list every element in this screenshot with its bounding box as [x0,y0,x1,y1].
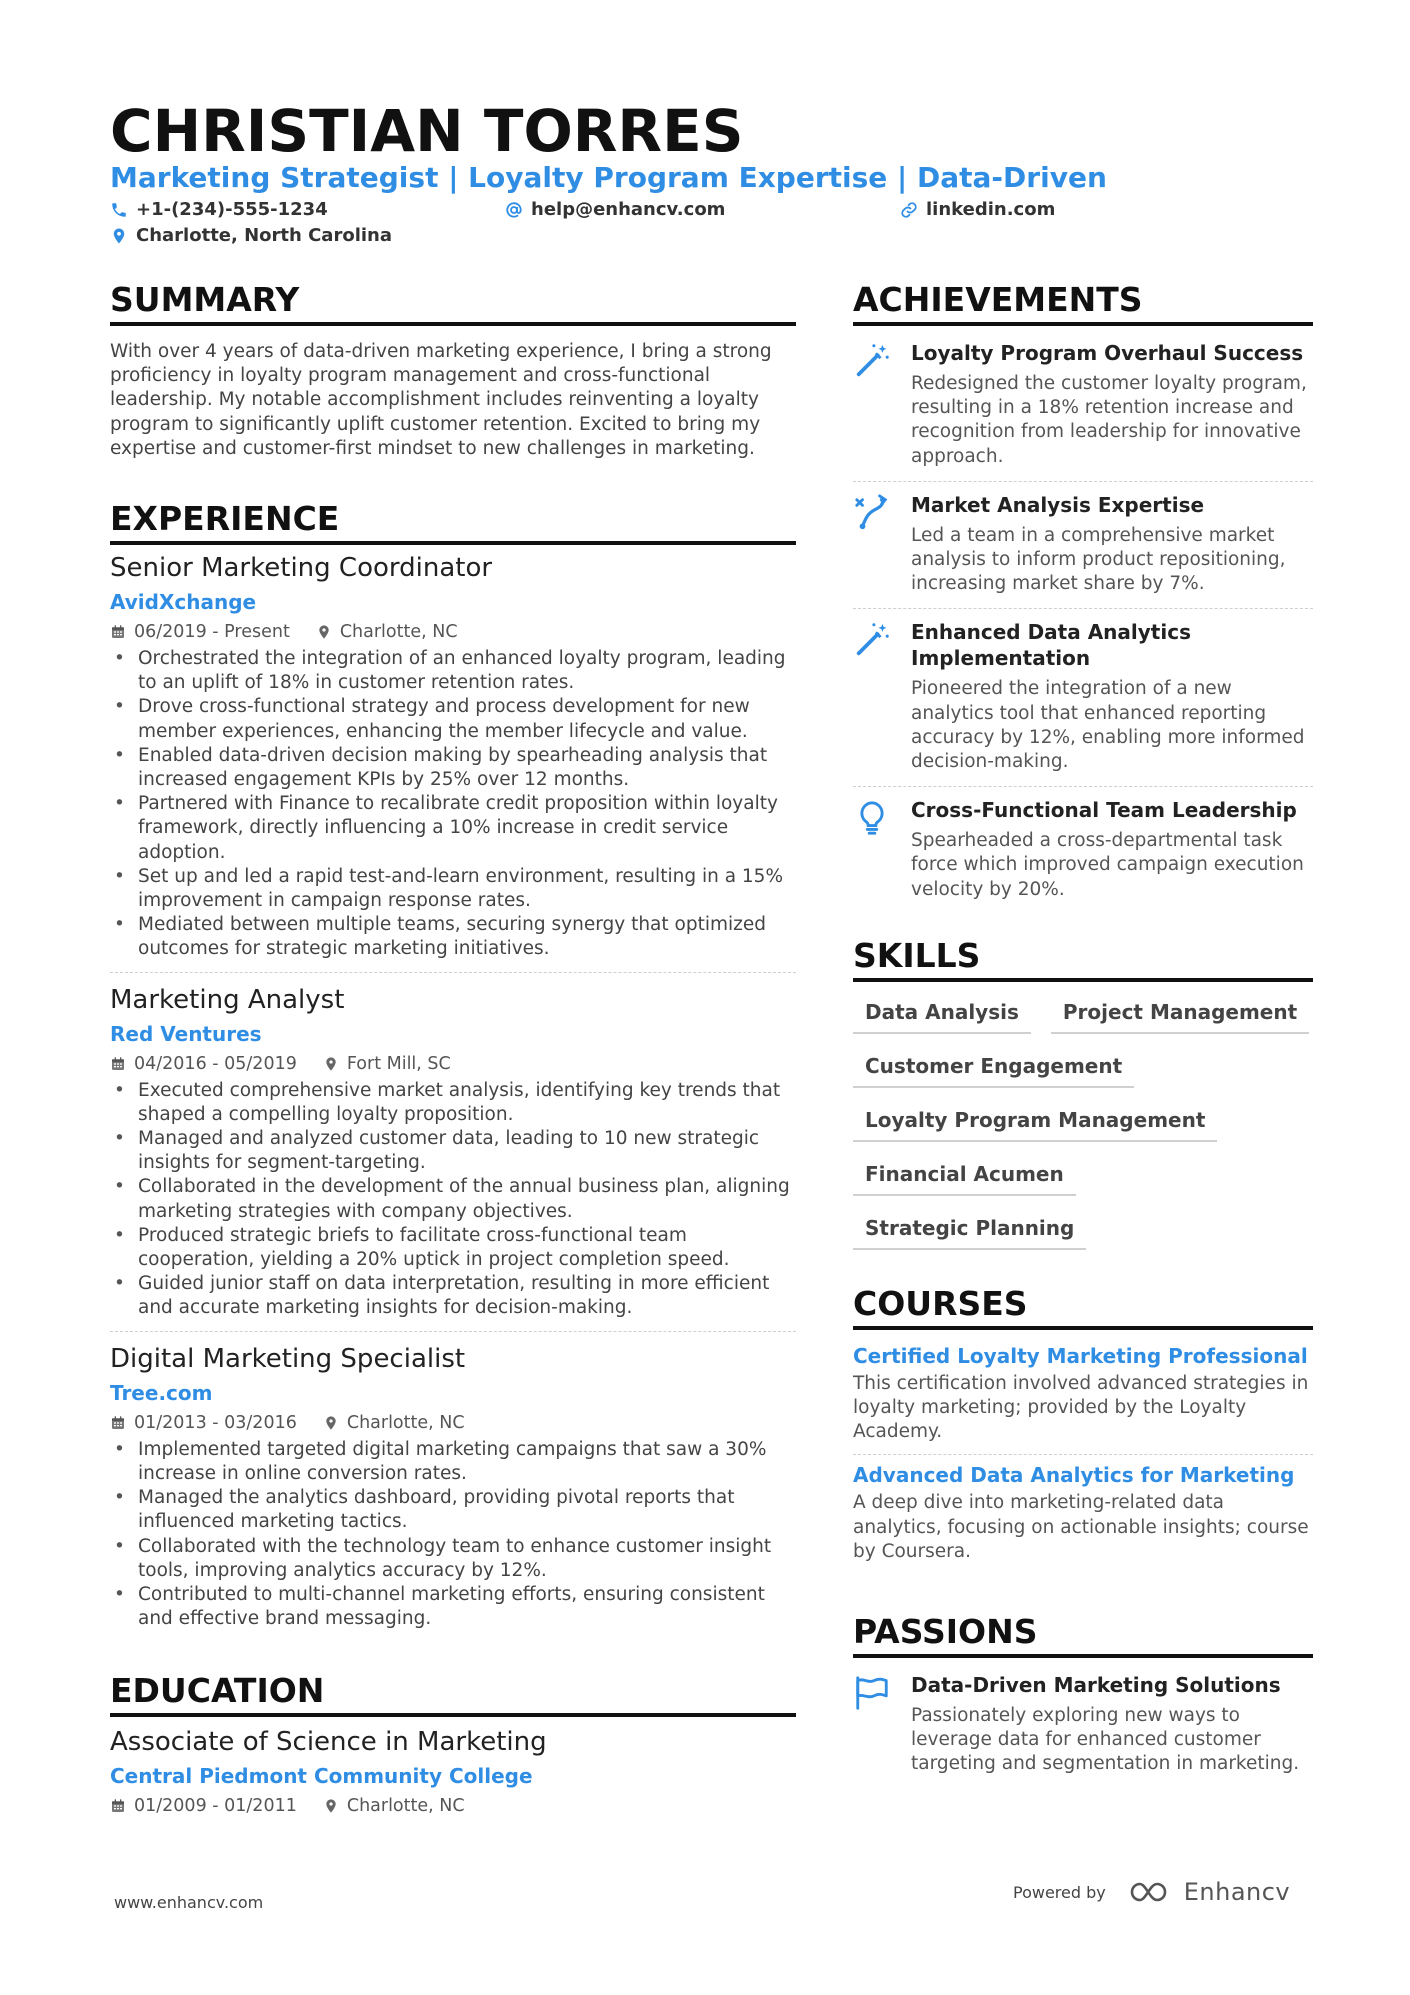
job-bullets [110,647,796,962]
bullet-item: • Partnered with Finance to recalibrate credit proposition within loyalty framework, directly influencing a 10% increase in credit service adoption. [110,792,796,865]
calendar-icon [110,624,126,640]
job-dates: 04/2016 - 05/2019 [134,1053,297,1074]
passions-section [853,1612,1313,1789]
job-meta [110,619,796,645]
job-title: Marketing Analyst [110,984,345,1015]
experience-heading: EXPERIENCE [110,499,796,545]
contact-phone [110,198,328,222]
brand-name: Enhancv [1183,1878,1291,1906]
summary-text: With over 4 years of data-driven marketing experience, I bring a strong proficiency in loyalty program management and cross-functional leadership. My notable accomplishment includes reinventing a loyalty program to significantly uplift customer retention. Excited to bring my expertise and customer-first mindset to new challenges in marketing. [110,341,772,459]
job-title: Digital Marketing Specialist [110,1343,466,1374]
achievement-item [853,330,1313,482]
magic-wand-icon [853,621,891,659]
link-icon [900,201,918,219]
course-title[interactable]: Advanced Data Analytics for Marketing [853,1463,1295,1488]
location-pin-icon [323,1415,339,1431]
experience-section [110,499,796,1641]
linkedin-text: linkedin.com [926,199,1056,220]
passion-desc: Passionately exploring new ways to leverage data for enhanced customer targeting and segmentation in marketing. [911,1705,1300,1775]
job-location: Fort Mill, SC [346,1053,451,1074]
job-entry [110,551,796,973]
achievements-section [853,280,1313,914]
footer-branding [1013,1878,1290,1906]
contact-location [110,224,392,248]
bullet-item: • Drove cross-functional strategy and process development for new member experiences, enhancing the member lifecycle and value. [110,695,796,743]
contact-linkedin[interactable] [900,198,1055,222]
passions-heading: PASSIONS [853,1612,1313,1658]
bullet-item: • Executed comprehensive market analysis, identifying key trends that shaped a compelling loyalty proposition. [110,1079,796,1127]
bullet-item: • Managed and analyzed customer data, leading to 10 new strategic insights for segment-targeting. [110,1127,796,1175]
bullet-item: • Guided junior staff on data interpretation, resulting in more efficient and accurate marketing insights for decision-making. [110,1272,796,1320]
education-meta [110,1793,796,1819]
route-icon [853,494,891,532]
skill-tag: Strategic Planning [853,1214,1086,1250]
achievement-item [853,609,1313,787]
job-location: Charlotte, NC [339,622,458,643]
skill-tag: Customer Engagement [853,1052,1134,1088]
bullet-item: • Mediated between multiple teams, securing synergy that optimized outcomes for strategic marketing initiatives. [110,913,796,961]
achievement-item [853,482,1313,610]
bullet-item: • Produced strategic briefs to facilitate cross-functional team cooperation, yielding a 20% uptick in project completion speed. [110,1224,796,1272]
course-desc: A deep dive into marketing-related data analytics, focusing on actionable insights; course by Coursera. [853,1492,1309,1562]
bullet-item: • Set up and led a rapid test-and-learn environment, resulting in a 15% improvement in campaign response rates. [110,865,796,913]
location-pin-icon [316,624,332,640]
achievement-desc: Spearheaded a cross-departmental task force which improved campaign execution velocity by 20%. [911,830,1304,900]
education-dates: 01/2009 - 01/2011 [134,1796,297,1817]
footer-website[interactable]: www.enhancv.com [114,1893,264,1912]
location-pin-icon [110,227,128,245]
job-meta [110,1410,796,1436]
job-location: Charlotte, NC [346,1412,465,1433]
course-desc: This certification involved advanced strategies in loyalty marketing; provided by the Loyalty Academy. [853,1372,1309,1443]
phone-text: +1-(234)-555-1234 [136,199,328,220]
company-name[interactable]: AvidXchange [110,590,257,615]
calendar-icon [110,1798,126,1814]
passion-title: Data-Driven Marketing Solutions [911,1673,1281,1698]
job-entry [110,1342,796,1642]
bullet-item: • Collaborated in the development of the annual business plan, aligning marketing strategies with company objectives. [110,1175,796,1223]
courses-heading: COURSES [853,1284,1313,1330]
company-name[interactable]: Red Ventures [110,1021,262,1046]
enhancv-logo-icon [1128,1879,1174,1905]
courses-section [853,1284,1313,1574]
calendar-icon [110,1415,126,1431]
bullet-item: • Orchestrated the integration of an enhanced loyalty program, leading to an uplift of 18% in customer retention rates. [110,647,796,695]
achievement-item [853,787,1313,914]
achievement-title: Enhanced Data Analytics Implementation [911,620,1191,671]
course-item [853,1336,1313,1456]
achievements-heading: ACHIEVEMENTS [853,280,1313,326]
skill-tag: Loyalty Program Management [853,1106,1217,1142]
course-title[interactable]: Certified Loyalty Marketing Professional [853,1343,1308,1368]
job-dates: 01/2013 - 03/2016 [134,1412,297,1433]
brand-logo[interactable] [1128,1878,1290,1906]
bullet-item: • Collaborated with the technology team to enhance customer insight tools, improving analytics accuracy by 12%. [110,1535,796,1583]
bullet-item: • Managed the analytics dashboard, providing pivotal reports that influenced marketing tactics. [110,1486,796,1534]
at-icon [505,201,523,219]
summary-heading: SUMMARY [110,280,796,326]
skills-list [853,998,1313,1250]
location-text: Charlotte, North Carolina [136,225,392,246]
left-column [110,280,796,1821]
achievement-title: Cross-Functional Team Leadership [911,798,1297,823]
skill-tag: Financial Acumen [853,1160,1076,1196]
passion-item [853,1662,1313,1789]
location-pin-icon [323,1798,339,1814]
job-bullets [110,1079,796,1321]
bullet-item: • Implemented targeted digital marketing campaigns that saw a 30% increase in online conversion rates. [110,1438,796,1486]
skills-section [853,936,1313,1250]
summary-section [110,280,796,461]
education-heading: EDUCATION [110,1671,796,1717]
job-meta [110,1051,796,1077]
skills-heading: SKILLS [853,936,1313,982]
education-section [110,1671,796,1819]
skill-tag: Data Analysis [853,998,1031,1034]
achievement-title: Market Analysis Expertise [911,492,1205,517]
achievement-desc: Redesigned the customer loyalty program, resulting in a 18% retention increase and recognition from leadership for innovative approach. [911,373,1307,467]
skill-tag: Project Management [1051,998,1309,1034]
calendar-icon [110,1056,126,1072]
achievement-title: Loyalty Program Overhaul Success [911,341,1304,365]
job-entry [110,983,796,1332]
lightbulb-icon [853,799,891,837]
bullet-item: • Enabled data-driven decision making by spearheading analysis that increased engagement KPIs by 25% over 12 months. [110,744,796,792]
location-pin-icon [323,1056,339,1072]
company-name[interactable]: Tree.com [110,1380,213,1405]
education-location: Charlotte, NC [346,1796,465,1817]
candidate-title: Marketing Strategist | Loyalty Program Expertise | Data-Driven [110,161,1107,194]
job-title: Senior Marketing Coordinator [110,553,493,584]
flag-icon [853,1674,891,1712]
email-text: help@enhancv.com [531,199,726,220]
course-item [853,1455,1313,1574]
degree-title: Associate of Science in Marketing [110,1727,547,1758]
right-column [853,280,1313,1789]
magic-wand-icon [853,342,891,380]
phone-icon [110,201,128,219]
contact-email[interactable] [505,198,725,222]
job-dates: 06/2019 - Present [134,622,290,643]
achievement-desc: Pioneered the integration of a new analytics tool that enhanced reporting accuracy by 12%, enabling more informed decision-making. [911,678,1305,773]
candidate-name: CHRISTIAN TORRES [110,97,744,165]
school-name[interactable]: Central Piedmont Community College [110,1764,533,1789]
job-bullets [110,1438,796,1632]
achievement-desc: Led a team in a comprehensive market analysis to inform product repositioning, increasing market share by 7%. [911,524,1286,595]
powered-by-text: Powered by [1013,1882,1106,1902]
bullet-item: • Contributed to multi-channel marketing efforts, ensuring consistent and effective brand messaging. [110,1583,796,1631]
